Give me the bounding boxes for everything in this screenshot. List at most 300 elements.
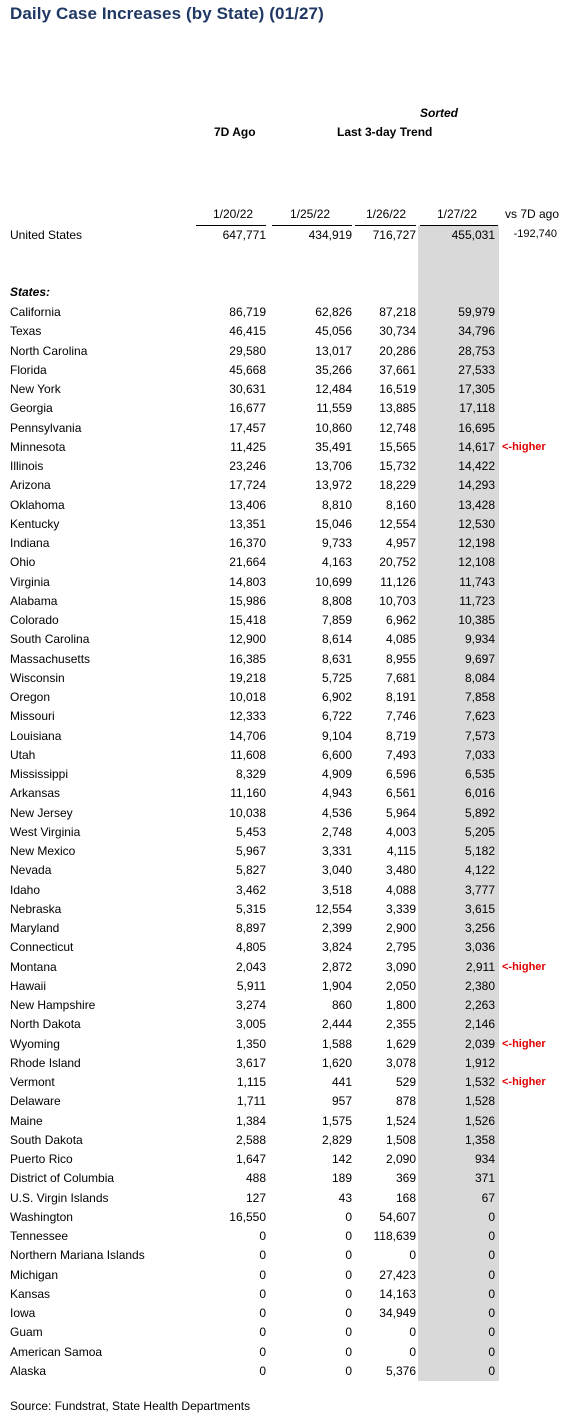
state-name: Ohio <box>10 555 36 570</box>
value-1-27: 0 <box>488 1325 495 1340</box>
table-row <box>0 1208 565 1227</box>
value-1-27: 934 <box>474 1152 495 1166</box>
value-1-25: 10,699 <box>315 574 352 589</box>
value-1-20: 15,986 <box>229 593 266 608</box>
value-1-27: 3,777 <box>464 882 495 897</box>
table-row <box>0 861 565 880</box>
value-1-25: 4,909 <box>321 767 352 781</box>
value-1-20: 3,005 <box>235 1017 266 1032</box>
table-row <box>0 996 565 1015</box>
value-1-27: 6,016 <box>464 786 495 801</box>
value-1-20: 3,462 <box>235 882 266 897</box>
value-1-27: 9,697 <box>464 651 495 666</box>
value-1-26: 20,752 <box>379 555 416 570</box>
value-1-26: 6,962 <box>385 613 416 627</box>
table-row <box>0 707 565 726</box>
value-1-20: 2,588 <box>235 1132 266 1147</box>
value-1-26: 4,003 <box>385 824 416 839</box>
state-name: Puerto Rico <box>10 1152 73 1166</box>
state-name: Connecticut <box>10 940 74 955</box>
value-1-25: 142 <box>331 1152 352 1166</box>
value-1-20: 127 <box>245 1190 266 1205</box>
value-1-25: 3,518 <box>321 882 352 897</box>
value-1-20: 16,550 <box>229 1209 266 1224</box>
value-1-27: 28,753 <box>458 343 495 358</box>
value-1-27: 0 <box>488 1344 495 1359</box>
value-1-20: 0 <box>259 1286 266 1301</box>
value-1-20: 5,453 <box>235 824 266 839</box>
state-name: Vermont <box>10 1075 55 1089</box>
value-1-20: 17,724 <box>229 478 266 493</box>
value-1-27: 3,256 <box>464 921 495 935</box>
value-1-26: 1,508 <box>385 1132 416 1147</box>
value-1-25: 4,536 <box>321 805 352 820</box>
value-1-27: 2,146 <box>464 1017 495 1032</box>
state-name: Alabama <box>10 593 58 608</box>
value-1-25: 0 <box>345 1344 352 1359</box>
value-1-27: 1,526 <box>464 1113 495 1128</box>
value-1-20: 15,418 <box>229 613 266 627</box>
table-row <box>0 399 565 418</box>
value-1-26: 34,949 <box>379 1306 416 1320</box>
value-1-25: 9,733 <box>321 536 352 550</box>
state-name: American Samoa <box>10 1344 103 1359</box>
table-row <box>0 553 565 572</box>
value-1-27: 0 <box>488 1209 495 1224</box>
value-1-26: 14,163 <box>379 1286 416 1301</box>
value-1-26: 1,800 <box>385 998 416 1012</box>
value-1-27: 14,617 <box>458 439 495 454</box>
value-1-20: 1,115 <box>236 1075 266 1089</box>
value-1-25: 8,810 <box>321 497 352 512</box>
value-1-27: 13,428 <box>458 497 495 512</box>
value-1-26: 2,355 <box>385 1017 416 1032</box>
state-name: Wisconsin <box>10 670 65 685</box>
value-1-20: 1,711 <box>236 1094 266 1109</box>
value-1-26: 27,423 <box>379 1267 416 1282</box>
value-1-20: 5,967 <box>235 844 266 858</box>
state-name: Idaho <box>10 882 41 897</box>
value-1-25: 2,872 <box>321 959 352 974</box>
value-1-20: 46,415 <box>229 324 266 339</box>
table-row <box>0 1073 565 1092</box>
value-1-25: 8,614 <box>321 632 352 647</box>
state-name: District of Columbia <box>10 1171 115 1186</box>
table-row <box>0 457 565 476</box>
value-1-26: 6,596 <box>385 767 416 781</box>
value-1-20: 13,406 <box>229 497 266 512</box>
value-1-25: 1,588 <box>321 1036 352 1051</box>
page-title: Daily Case Increases (by State) (01/27) <box>10 4 324 23</box>
table-row <box>0 727 565 746</box>
value-1-20: 17,457 <box>229 420 266 435</box>
table-row <box>0 1131 565 1150</box>
value-1-27: 0 <box>488 1286 495 1301</box>
value-1-25: 9,104 <box>321 728 352 743</box>
higher-annotation: <-higher <box>502 1076 546 1088</box>
us-name: United States <box>10 228 83 242</box>
value-1-27: 5,892 <box>464 805 495 820</box>
value-1-20: 0 <box>259 1306 266 1320</box>
table-row <box>0 438 565 457</box>
value-1-26: 16,519 <box>379 382 416 396</box>
table-row <box>0 1343 565 1362</box>
trend-header: Last 3-day Trend <box>337 125 433 139</box>
value-1-20: 0 <box>259 1363 266 1378</box>
table-row <box>0 784 565 803</box>
value-1-25: 45,056 <box>315 324 352 339</box>
value-1-27: 34,796 <box>458 324 495 339</box>
value-1-25: 3,040 <box>321 863 352 878</box>
value-1-26: 4,088 <box>385 882 416 897</box>
state-name: Utah <box>10 747 36 762</box>
state-name: Florida <box>10 362 47 377</box>
states-label: States: <box>10 285 51 299</box>
us-value-4: 455,031 <box>451 228 495 242</box>
table-row <box>0 1266 565 1285</box>
value-1-27: 1,528 <box>464 1094 495 1109</box>
state-name: Wyoming <box>10 1036 60 1051</box>
table-row <box>0 419 565 438</box>
value-1-25: 0 <box>345 1306 352 1320</box>
state-name: Hawaii <box>10 978 47 993</box>
state-name: Oregon <box>10 690 51 704</box>
state-name: Massachusetts <box>10 651 91 666</box>
value-1-26: 4,085 <box>385 632 416 647</box>
value-1-25: 860 <box>331 998 352 1012</box>
table-row <box>0 1035 565 1054</box>
value-1-26: 87,218 <box>379 305 416 319</box>
value-1-27: 2,039 <box>464 1036 495 1051</box>
state-name: Tennessee <box>10 1229 69 1243</box>
table-row <box>0 669 565 688</box>
value-1-20: 1,384 <box>235 1113 266 1128</box>
value-1-27: 2,911 <box>465 959 495 974</box>
value-1-26: 1,629 <box>385 1036 416 1051</box>
value-1-26: 3,078 <box>385 1055 416 1070</box>
value-1-26: 12,748 <box>379 420 416 435</box>
column-header-4: 1/27/22 <box>437 207 478 221</box>
value-1-27: 5,182 <box>464 844 495 858</box>
column-header-5: vs 7D ago <box>505 207 560 221</box>
state-name: Nebraska <box>10 901 62 916</box>
value-1-27: 67 <box>481 1190 495 1205</box>
value-1-27: 16,695 <box>458 420 495 435</box>
value-1-26: 3,090 <box>385 959 416 974</box>
value-1-27: 12,530 <box>458 516 495 531</box>
value-1-26: 8,191 <box>385 690 416 704</box>
table-row <box>0 1227 565 1246</box>
value-1-26: 1,524 <box>385 1113 416 1128</box>
state-name: New Hampshire <box>10 998 96 1012</box>
value-1-20: 1,350 <box>235 1036 266 1051</box>
value-1-27: 1,912 <box>464 1055 495 1070</box>
value-1-25: 6,722 <box>321 709 352 724</box>
table-row <box>0 650 565 669</box>
table-row <box>0 1015 565 1034</box>
table-row <box>0 342 565 361</box>
table-row <box>0 573 565 592</box>
value-1-20: 488 <box>245 1171 266 1186</box>
value-1-27: 17,118 <box>459 401 495 416</box>
value-1-20: 29,580 <box>229 343 266 358</box>
us-value-5: -192,740 <box>513 228 557 240</box>
value-1-25: 43 <box>338 1190 352 1205</box>
state-name: Indiana <box>10 536 50 550</box>
value-1-20: 3,617 <box>235 1055 266 1070</box>
value-1-27: 0 <box>488 1248 495 1263</box>
state-name: Virginia <box>10 574 50 589</box>
value-1-25: 2,444 <box>321 1017 352 1032</box>
value-1-27: 8,084 <box>464 670 495 685</box>
table-row <box>0 476 565 495</box>
state-name: Maryland <box>10 921 60 935</box>
value-1-27: 3,615 <box>464 901 495 916</box>
state-name: South Dakota <box>10 1132 83 1147</box>
value-1-20: 19,218 <box>229 670 266 685</box>
value-1-27: 14,293 <box>458 478 495 493</box>
state-name: Nevada <box>10 863 52 878</box>
value-1-25: 0 <box>345 1229 352 1243</box>
value-1-20: 21,664 <box>229 555 266 570</box>
state-name: Kentucky <box>10 516 60 531</box>
table-row <box>0 630 565 649</box>
value-1-26: 18,229 <box>379 478 416 493</box>
state-name: U.S. Virgin Islands <box>10 1190 109 1205</box>
value-1-20: 10,038 <box>229 805 266 820</box>
value-1-26: 13,885 <box>379 401 416 416</box>
table-row <box>0 1362 565 1381</box>
higher-annotation: <-higher <box>502 1037 546 1050</box>
state-name: Alaska <box>10 1363 47 1378</box>
value-1-26: 2,050 <box>385 978 416 993</box>
table-row <box>0 919 565 938</box>
value-1-25: 35,491 <box>315 439 352 454</box>
value-1-20: 0 <box>259 1248 266 1263</box>
value-1-20: 14,803 <box>229 574 266 589</box>
sorted-header: Sorted <box>420 106 459 120</box>
table-row <box>0 823 565 842</box>
table-row <box>0 688 565 707</box>
value-1-25: 3,824 <box>321 940 352 955</box>
table-row <box>0 361 565 380</box>
value-1-26: 6,561 <box>385 786 416 801</box>
value-1-26: 0 <box>409 1248 416 1263</box>
table-row <box>0 515 565 534</box>
state-name: South Carolina <box>10 632 90 647</box>
value-1-25: 0 <box>345 1325 352 1340</box>
table-row <box>0 746 565 765</box>
value-1-27: 7,858 <box>464 690 495 704</box>
value-1-20: 0 <box>259 1325 266 1340</box>
value-1-20: 45,668 <box>229 362 266 377</box>
value-1-20: 86,719 <box>229 305 266 319</box>
value-1-26: 7,746 <box>385 709 416 724</box>
state-name: West Virginia <box>10 824 81 839</box>
state-name: Arkansas <box>10 786 61 801</box>
value-1-20: 0 <box>259 1267 266 1282</box>
us-value-3: 716,727 <box>372 228 416 242</box>
state-name: Guam <box>10 1325 43 1340</box>
value-1-27: 6,535 <box>464 767 495 781</box>
value-1-20: 5,827 <box>235 863 266 878</box>
value-1-25: 0 <box>345 1267 352 1282</box>
value-1-27: 27,533 <box>458 362 495 377</box>
value-1-20: 3,274 <box>235 998 266 1012</box>
state-name: Northern Mariana Islands <box>10 1248 145 1263</box>
value-1-20: 8,329 <box>235 767 266 781</box>
column-header-1: 1/20/22 <box>213 207 254 221</box>
state-name: Pennsylvania <box>10 420 82 435</box>
value-1-26: 5,964 <box>385 805 416 820</box>
value-1-25: 13,017 <box>315 343 352 358</box>
value-1-25: 12,484 <box>315 382 352 396</box>
value-1-26: 7,681 <box>385 670 416 685</box>
value-1-26: 15,732 <box>379 459 416 473</box>
value-1-26: 3,480 <box>385 863 416 878</box>
value-1-26: 8,719 <box>385 728 416 743</box>
value-1-26: 3,339 <box>385 901 416 916</box>
value-1-27: 11,723 <box>459 593 495 608</box>
state-name: Delaware <box>10 1094 61 1109</box>
table-row <box>0 1304 565 1323</box>
value-1-20: 13,351 <box>229 516 266 531</box>
value-1-25: 6,902 <box>321 690 352 704</box>
table-row <box>0 1246 565 1265</box>
value-1-25: 2,829 <box>321 1132 352 1147</box>
value-1-26: 4,115 <box>386 844 416 858</box>
value-1-27: 371 <box>474 1171 495 1186</box>
value-1-25: 957 <box>331 1094 352 1109</box>
value-1-20: 16,385 <box>229 651 266 666</box>
value-1-27: 0 <box>488 1267 495 1282</box>
value-1-26: 878 <box>395 1094 416 1109</box>
value-1-26: 2,900 <box>385 921 416 935</box>
state-name: Kansas <box>10 1286 51 1301</box>
value-1-26: 0 <box>409 1325 416 1340</box>
column-header-2: 1/25/22 <box>290 207 331 221</box>
value-1-25: 441 <box>331 1075 352 1089</box>
header-underline-2 <box>272 225 352 226</box>
state-name: Colorado <box>10 613 59 627</box>
value-1-26: 529 <box>395 1075 416 1089</box>
state-name: New York <box>10 382 61 396</box>
value-1-25: 15,046 <box>315 516 352 531</box>
value-1-20: 11,425 <box>230 439 266 454</box>
value-1-27: 0 <box>488 1306 495 1320</box>
state-name: North Carolina <box>10 343 88 358</box>
value-1-20: 5,911 <box>236 978 266 993</box>
header-underline-3 <box>355 225 416 226</box>
value-1-27: 11,743 <box>459 574 495 589</box>
value-1-20: 5,315 <box>235 901 266 916</box>
value-1-25: 6,600 <box>321 747 352 762</box>
table-row <box>0 611 565 630</box>
state-name: Minnesota <box>10 439 66 454</box>
state-name: Arizona <box>10 478 51 493</box>
value-1-27: 12,198 <box>458 536 495 550</box>
state-name: Mississippi <box>10 767 69 781</box>
value-1-27: 7,573 <box>464 728 495 743</box>
state-name: Maine <box>10 1113 43 1128</box>
state-name: Georgia <box>10 401 53 416</box>
us-total-row <box>0 228 565 244</box>
value-1-27: 59,979 <box>458 305 495 319</box>
value-1-25: 13,706 <box>315 459 352 473</box>
value-1-20: 4,805 <box>235 940 266 955</box>
state-name: Iowa <box>10 1306 36 1320</box>
state-name: Michigan <box>10 1267 59 1282</box>
value-1-27: 7,033 <box>464 747 495 762</box>
state-name: New Mexico <box>10 844 76 858</box>
value-1-20: 11,160 <box>230 786 266 801</box>
table-row <box>0 1169 565 1188</box>
value-1-20: 16,370 <box>229 536 266 550</box>
us-value-2: 434,919 <box>308 228 352 242</box>
value-1-27: 12,108 <box>458 555 495 570</box>
table-row <box>0 765 565 784</box>
value-1-27: 2,380 <box>464 978 495 993</box>
value-1-26: 10,703 <box>379 593 416 608</box>
value-1-25: 8,631 <box>321 651 352 666</box>
table-row <box>0 496 565 515</box>
state-name: North Dakota <box>10 1017 81 1032</box>
state-name: Montana <box>10 959 57 974</box>
value-1-27: 2,263 <box>464 998 495 1012</box>
value-1-25: 12,554 <box>315 901 352 916</box>
value-1-25: 62,826 <box>315 305 352 319</box>
value-1-25: 5,725 <box>321 670 352 685</box>
value-1-26: 12,554 <box>379 516 416 531</box>
value-1-20: 1,647 <box>235 1152 266 1166</box>
value-1-20: 10,018 <box>229 690 266 704</box>
value-1-26: 11,126 <box>380 574 416 589</box>
value-1-25: 0 <box>345 1363 352 1378</box>
value-1-27: 1,358 <box>464 1132 495 1147</box>
value-1-25: 1,620 <box>321 1055 352 1070</box>
value-1-26: 20,286 <box>379 343 416 358</box>
value-1-26: 54,607 <box>379 1209 416 1224</box>
value-1-26: 15,565 <box>379 439 416 454</box>
value-1-20: 0 <box>259 1344 266 1359</box>
value-1-27: 0 <box>488 1229 495 1243</box>
value-1-25: 8,808 <box>321 593 352 608</box>
value-1-20: 30,631 <box>229 382 266 396</box>
value-1-25: 3,331 <box>321 844 352 858</box>
value-1-26: 4,957 <box>385 536 416 550</box>
value-1-25: 7,859 <box>321 613 352 627</box>
state-name: Washington <box>10 1209 73 1224</box>
value-1-20: 2,043 <box>235 959 266 974</box>
state-name: California <box>10 305 61 319</box>
value-1-25: 11,559 <box>316 401 352 416</box>
value-1-25: 2,748 <box>321 824 352 839</box>
table-row <box>0 1092 565 1111</box>
value-1-25: 4,943 <box>321 786 352 801</box>
value-1-26: 8,160 <box>385 497 416 512</box>
table-row <box>0 1054 565 1073</box>
value-1-26: 0 <box>409 1344 416 1359</box>
table-row <box>0 804 565 823</box>
value-1-25: 1,575 <box>321 1113 352 1128</box>
value-1-25: 0 <box>345 1248 352 1263</box>
value-1-25: 10,860 <box>315 420 352 435</box>
table-row <box>0 1323 565 1342</box>
header-underline-1 <box>196 225 266 226</box>
column-header-3: 1/26/22 <box>366 207 407 221</box>
table-row <box>0 938 565 957</box>
value-1-20: 11,608 <box>230 747 266 762</box>
